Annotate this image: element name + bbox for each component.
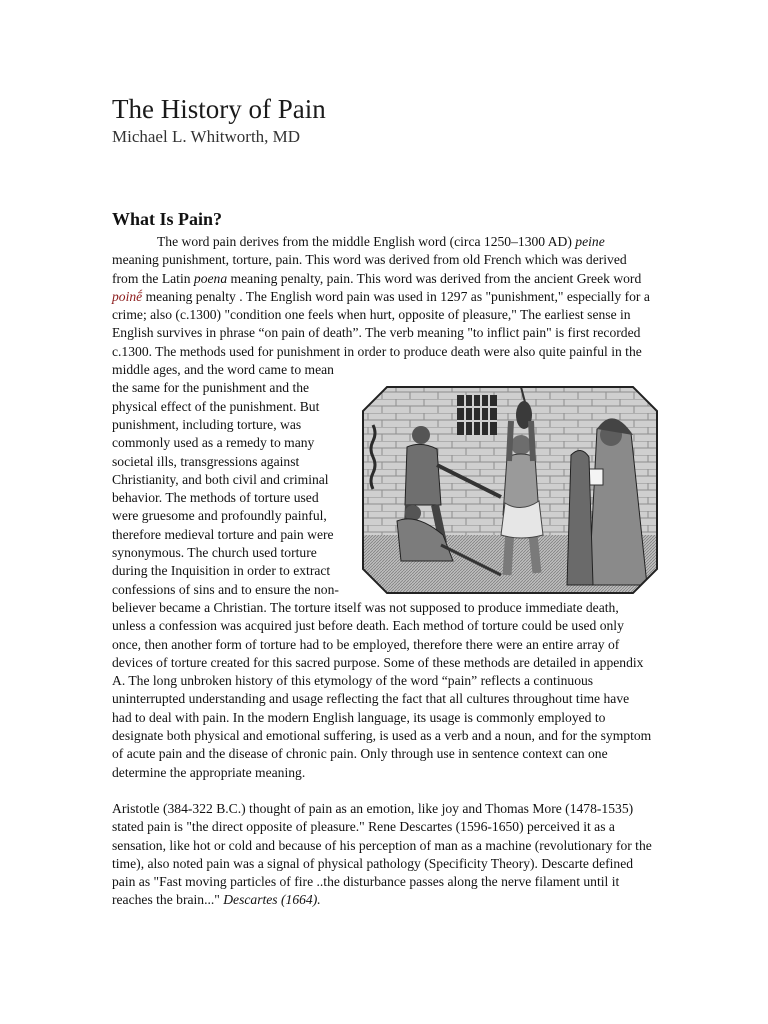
document-title: The History of Pain [112, 94, 326, 124]
p2-text: Aristotle (384-322 B.C.) thought of pain as an emotion, like joy and Thomas More (1478-1535) stated pain is "the direct opposite of pleasure." Rene Descartes (1596-1650) perceived it as a sensation, like hot or cold and because of his perception of man as a machine (revolutionary for the time), also noted pain was a signal of physical pathology (Specificity Theory). Descarte defined pain as "Fast moving particles of fire ..the disturbance passes along the nerve filament until it reaches the brain..." [112, 800, 652, 908]
p1-text-2: meaning punishment, torture, pain. This word was derived from old French which was derived from the Latin [112, 252, 627, 286]
engraving-illustration [361, 385, 659, 595]
p1-term-peine: peine [575, 234, 605, 249]
p1-text-3: meaning penalty, pain. This word was derived from the ancient Greek word [227, 270, 642, 286]
section-heading: What Is Pain? [112, 209, 223, 229]
p1-text-4: meaning penalty . The English word pain was used in 1297 as "punishment," especially for a crime; also (c.1300) "condition one feels when hurt, opposite of pleasure," The earliest sense in English survives in phrase “on pain of death”. The verb meaning "to inflict pain" is first recorded c.1300. The methods used for punishment in order to produce death were also quite painful in the middle ages, and the word came to mean the same for the punishment and the physical effect of the punishment. But punishment, including torture, was commonly used as a remedy to many societal ills, transgressions against Christianity, and both civil and criminal behavior. The methods of torture used were gruesome and profoundly painful, therefore medieval torture and pain were synonymous. The church used torture during the Inquisition in order to extract confessions of sins and to ensure the non-believer became a Christian. The torture itself was not supposed to produce immediate death, unless a confession was acquired just before death. Each method of torture could be used only once, then another form of torture had to be employed, therefore there were an entire array of devices of torture created for this sacred purpose. Some of these methods are detailed in appendix A. The long unbroken history of this etymology of the word “pain” reflects a continuous uninterrupted understanding and usage reflecting the fact that all cultures throughout time have had to deal with pain. In the modern English language, its usage is commonly employed to designate both physical and emotional suffering, is used as a verb and a noun, and for the symptom of acute pain and the disease of chronic pain. Only through use in sentence context can one determine the appropriate meaning. [112, 288, 652, 780]
document-author: Michael L. Whitworth, MD [112, 127, 301, 146]
engraving-svg [361, 385, 659, 595]
p1-term-poena: poena [193, 270, 228, 286]
p2-citation: Descartes (1664). [223, 892, 321, 908]
p1-term-poine: poinḗ [112, 288, 143, 304]
paragraph-2 [112, 800, 652, 910]
p1-text-1: The word pain derives from the middle English word (circa 1250–1300 AD) [157, 234, 572, 249]
